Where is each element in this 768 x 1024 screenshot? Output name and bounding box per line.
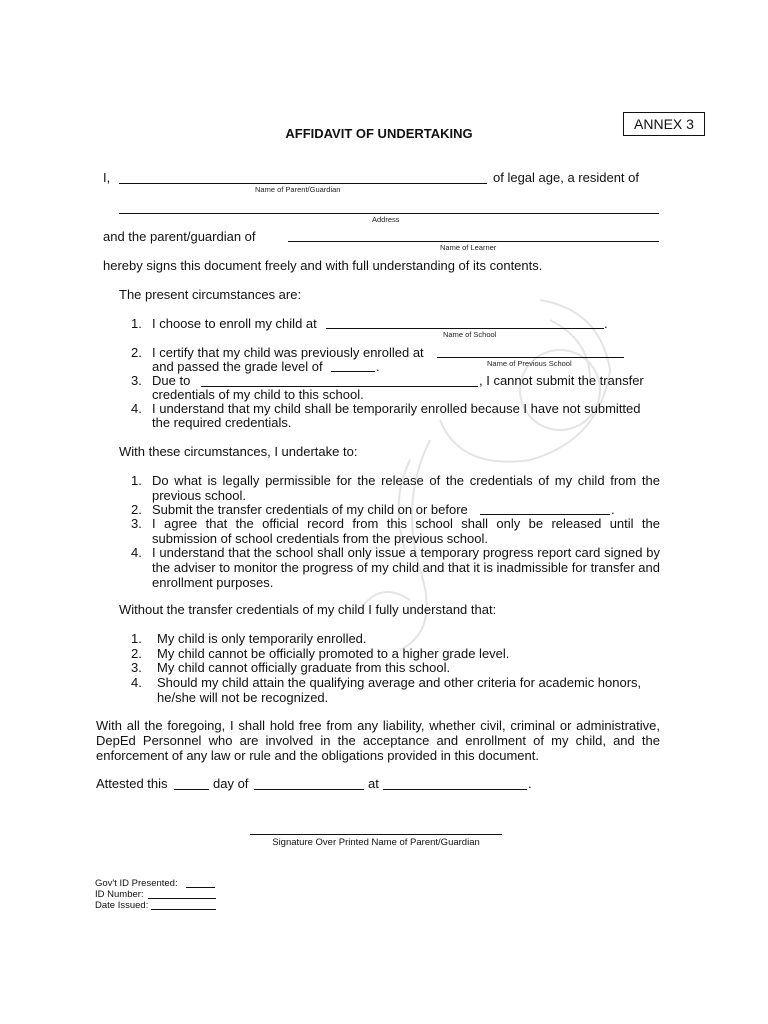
circ-item-4b: the required credentials. <box>152 415 292 430</box>
understand-num-2: 2. <box>131 646 142 661</box>
intro-legal-age: of legal age, a resident of <box>493 170 639 185</box>
govt-id-label: Gov't ID Presented: <box>95 878 178 889</box>
previous-school-field[interactable] <box>437 357 624 358</box>
parent-name-caption: Name of Parent/Guardian <box>255 185 341 194</box>
id-number-label: ID Number: <box>95 889 144 900</box>
undertake-num-2: 2. <box>131 502 142 517</box>
attested-month-field[interactable] <box>254 789 364 790</box>
grade-level-field[interactable] <box>331 371 375 372</box>
previous-school-caption: Name of Previous School <box>487 359 572 368</box>
understand-heading: Without the transfer credentials of my child I fully understand that: <box>119 602 497 617</box>
attested-label: Attested this <box>96 776 168 791</box>
signature-line[interactable] <box>250 834 502 835</box>
date-issued-label: Date Issued: <box>95 900 149 911</box>
circ-item-2a: I certify that my child was previously enrolled at <box>152 345 424 360</box>
circumstances-heading: The present circumstances are: <box>119 287 302 302</box>
intro-i-label: I, <box>103 170 111 185</box>
date-issued-field[interactable] <box>151 909 216 910</box>
undertake-item-2: Submit the transfer credentials of my child on or before <box>152 502 468 517</box>
understand-item-1: My child is only temporarily enrolled. <box>157 631 367 646</box>
circ-item-1: I choose to enroll my child at <box>152 316 317 331</box>
understand-num-3: 3. <box>131 660 142 675</box>
circ-item-3b: , I cannot submit the transfer <box>479 373 644 388</box>
document-title: AFFIDAVIT OF UNDERTAKING <box>285 126 473 141</box>
annex-label: ANNEX 3 <box>623 112 705 136</box>
attested-day-field[interactable] <box>174 789 209 790</box>
id-number-field[interactable] <box>148 898 216 899</box>
attested-place-field[interactable] <box>383 789 527 790</box>
undertake-item-3: I agree that the official record from this school shall only be released until the submission of school credentials from the previous school. <box>152 516 660 546</box>
govt-id-field[interactable] <box>186 887 215 888</box>
attested-end: . <box>528 776 532 791</box>
circ-item-2b: and passed the grade level of <box>152 359 323 374</box>
circ-num-1: 1. <box>131 316 142 331</box>
intro-parent-of: and the parent/guardian of <box>103 229 256 244</box>
understand-num-4: 4. <box>131 675 142 690</box>
undertake-heading: With these circumstances, I undertake to: <box>119 444 358 459</box>
undertake-item-1: Do what is legally permissible for the release of the credentials of my child from the previous school. <box>152 473 660 503</box>
understand-item-2: My child cannot be officially promoted to a higher grade level. <box>157 646 510 661</box>
address-field[interactable] <box>119 213 659 214</box>
school-name-caption: Name of School <box>443 330 497 339</box>
understand-item-3: My child cannot officially graduate from this school. <box>157 660 451 675</box>
attested-day-of: day of <box>213 776 249 791</box>
undertake-item-4: I understand that the school shall only issue a temporary progress report card signed by the adviser to monitor the progress of my child and that it is inadmissible for transfer and enrollment purposes. <box>152 545 660 590</box>
attested-at: at <box>368 776 379 791</box>
circ-item-2b-end: . <box>376 359 380 374</box>
parent-name-field[interactable] <box>119 183 487 184</box>
circ-item-3a: Due to <box>152 373 191 388</box>
undertake-num-1: 1. <box>131 473 142 488</box>
learner-name-caption: Name of Learner <box>440 243 497 252</box>
submit-deadline-field[interactable] <box>480 514 610 515</box>
circ-num-2: 2. <box>131 345 142 360</box>
intro-hereby: hereby signs this document freely and with full understanding of its contents. <box>103 258 543 273</box>
undertake-num-4: 4. <box>131 545 142 560</box>
foregoing-paragraph: With all the foregoing, I shall hold free from any liability, whether civil, criminal or administrative, DepEd Personnel who are involved in the acceptance and enrollment of my child, and the enforcement of any law or rule and the obligations provided in this document. <box>96 718 660 763</box>
understand-item-4: Should my child attain the qualifying average and other criteria for academic honors, he/she will not be recognized. <box>157 675 642 705</box>
school-name-field[interactable] <box>326 328 604 329</box>
circ-item-3c: credentials of my child to this school. <box>152 387 364 402</box>
signature-caption: Signature Over Printed Name of Parent/Guardian <box>272 837 480 848</box>
learner-name-field[interactable] <box>288 241 659 242</box>
undertake-item-2-end: . <box>611 502 615 517</box>
circ-item-1-end: . <box>604 316 608 331</box>
circ-num-4: 4. <box>131 401 142 416</box>
address-caption: Address <box>372 215 400 224</box>
undertake-num-3: 3. <box>131 516 142 531</box>
circ-num-3: 3. <box>131 373 142 388</box>
understand-num-1: 1. <box>131 631 142 646</box>
circ-item-4a: I understand that my child shall be temporarily enrolled because I have not submitted <box>152 401 641 416</box>
